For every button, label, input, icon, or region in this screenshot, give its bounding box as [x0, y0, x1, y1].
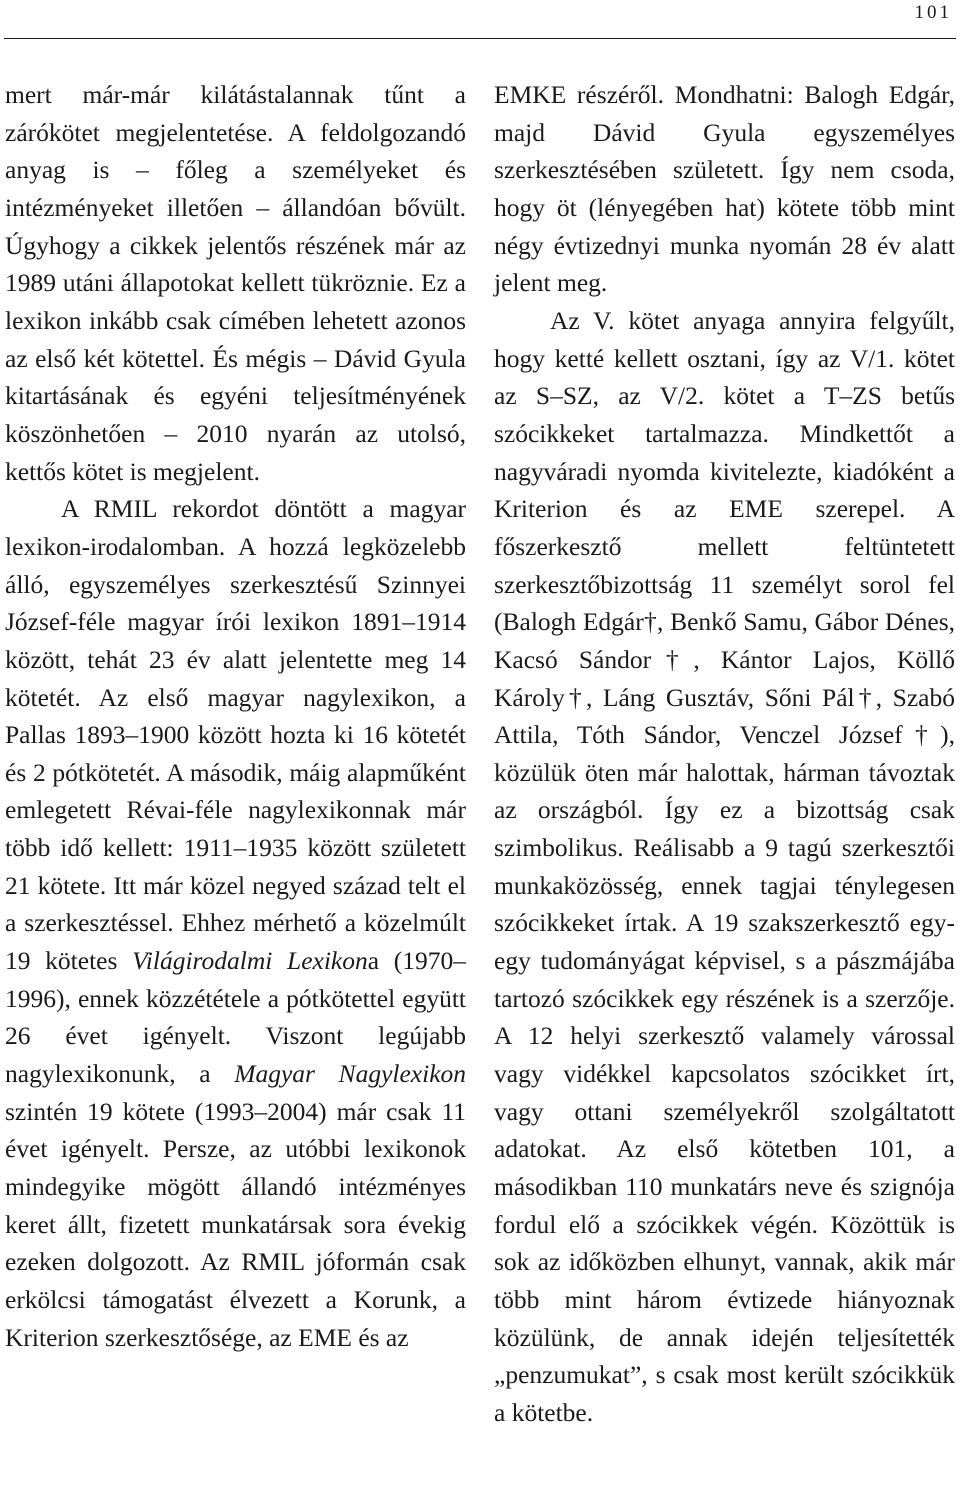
left-paragraph-2-text-b: a (1970–1996), ennek közzététele a pótkötettel együtt 26 évet igényelt. Viszont legújabb nagylexikonunk, a [5, 946, 466, 1089]
right-paragraph-2: Az V. kötet anyaga annyira felgyűlt, hogy ketté kellett osztani, így az V/1. kötet az S–SZ, az V/2. kötet a T–ZS betűs szócikkeket tartalmazza. Mindkettőt a nagyváradi nyomda kivitelezte, kiadóként a Kriterion és az EME szerepel. A főszerkesztő mellett feltüntetett szerkesztőbizottság 11 személyt sorol fel (Balogh Edgár†, Benkő Samu, Gábor Dénes, Kacsó Sándor†, Kántor Lajos, Köllő Károly†, Láng Gusztáv, Sőni Pál†, Szabó Attila, Tóth Sándor, Venczel József†), közülük öten már halottak, hárman távoztak az országból. Így ez a bizottság csak szimbolikus. Reálisabb a 9 tagú szerkesztői munkaközösség, ennek tagjai ténylegesen szócikkeket írtak. A 19 szakszerkesztő egy-egy tudományágat képvisel, s a pászmájába tartozó szócikkek egy részének is a szerzője. A 12 helyi szerkesztő valamely várossal vagy vidékkel kapcsolatos szócikket írt, vagy ottani személyekről szolgáltatott adatokat. Az első kötetben 101, a másodikban 110 munkatárs neve és szignója fordul elő a szócikkek végén. Közöttük is sok az időközben elhunyt, vannak, akik már több mint három évtizede hiányoznak közülünk, de annak idején teljesítették „penzumukat”, s csak most került szócikkük a kötetbe. [494, 305, 955, 1427]
book-title-vilagirodalmi-lexikon: Világirodalmi Lexikon [132, 946, 368, 976]
left-column [5, 76, 466, 1356]
left-paragraph-2-text-c: szintén 19 kötete (1993–2004) már csak 11 évet igényelt. Persze, az utóbbi lexikonok mindegyike mögött állandó intézményes keret állt, fizetett munkatársak sora évekig ezeken dolgozott. Az RMIL jóformán csak erkölcsi támogatást élvezett a Korunk, a Kriterion szerkesztősége, az EME és az [5, 1096, 466, 1352]
page-number: 101 [914, 2, 952, 23]
left-paragraph-1: mert már-már kilátástalannak tűnt a zárókötet megjelentetése. A feldolgozandó anyag is – főleg a személyeket és intézményeket illetően – állandóan bővült. Úgyhogy a cikkek jelentős részének már az 1989 utáni állapotokat kellett tükröznie. Ez a lexikon inkább csak címében lehetett azonos az első két kötettel. És mégis – Dávid Gyula kitartásának és egyéni teljesítményének köszönhetően – 2010 nyarán az utolsó, kettős kötet is megjelent. [5, 80, 466, 486]
left-paragraph-2 [5, 490, 466, 1356]
header-rule [4, 38, 956, 39]
right-column [494, 76, 955, 1432]
left-paragraph-2-text-a: A RMIL rekordot döntött a magyar lexikon-irodalomban. A hozzá legközelebb álló, egyszemélyes szerkesztésű Szinnyei József-féle magyar írói lexikon 1891–1914 között, tehát 23 év alatt jelentette meg 14 kötetét. Az első magyar nagylexikon, a Pallas 1893–1900 között hozta ki 16 kötetét és 2 pótkötetét. A második, máig alapműként emlegetett Révai-féle nagylexikonnak már több idő kellett: 1911–1935 között született 21 kötete. Itt már közel negyed század telt el a szerkesztéssel. Ehhez mérhető a közelmúlt 19 kötetes [5, 494, 466, 976]
right-paragraph-1: EMKE részéről. Mondhatni: Balogh Edgár, majd Dávid Gyula egyszemélyes szerkesztésében született. Így nem csoda, hogy öt (lényegében hat) kötete több mint négy évtizednyi munka nyomán 28 év alatt jelent meg. [494, 80, 955, 298]
book-title-magyar-nagylexikon: Magyar Nagylexikon [234, 1059, 467, 1089]
